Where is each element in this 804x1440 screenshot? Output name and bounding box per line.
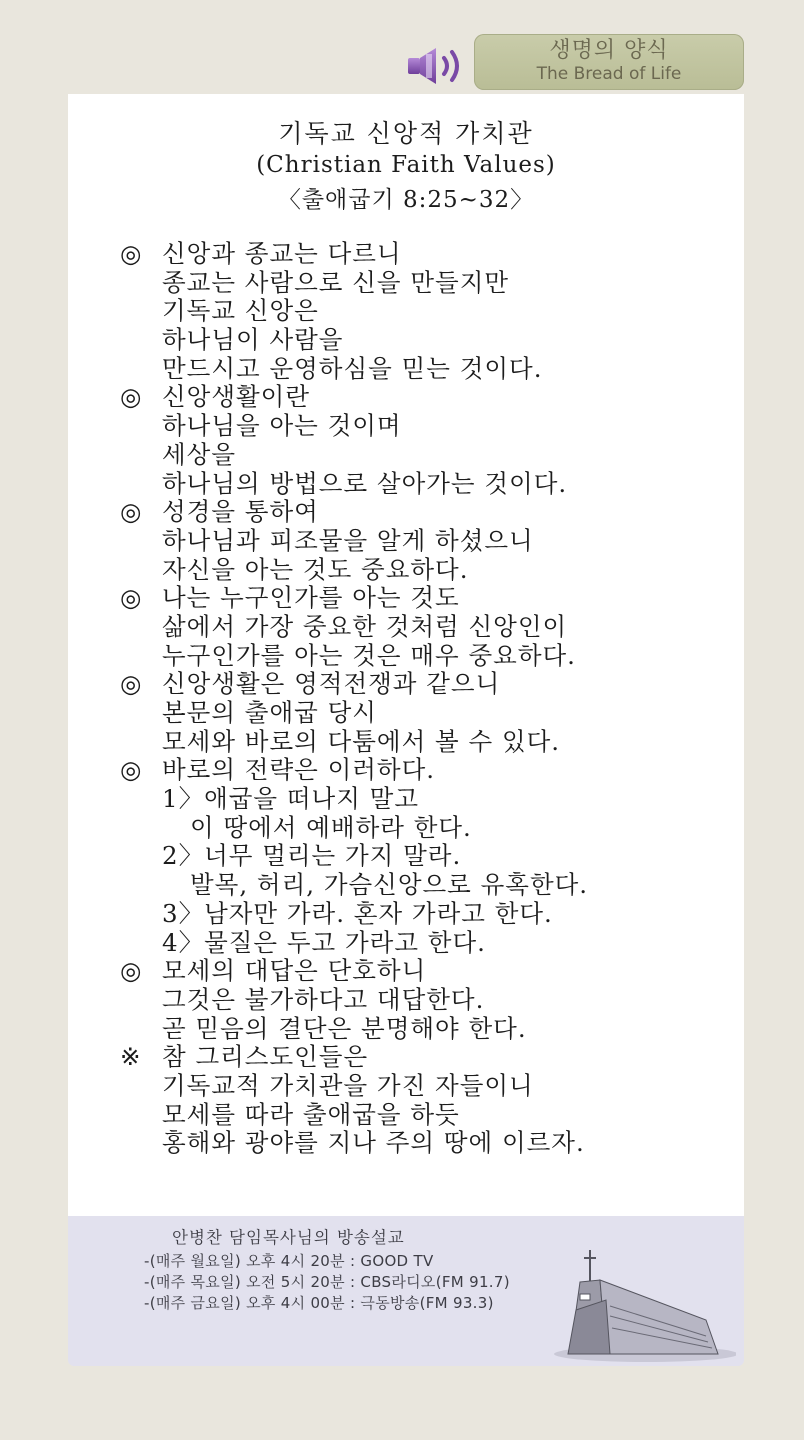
bullseye-bullet-icon: ◎ — [120, 239, 143, 268]
sermon-line — [120, 756, 734, 785]
bullseye-bullet-icon: ◎ — [120, 956, 143, 986]
sermon-line — [120, 1072, 734, 1101]
sermon-line-text: 모세를 따라 출애굽을 하듯 — [162, 1099, 460, 1129]
sermon-line — [120, 1129, 734, 1158]
sermon-line-text: 자신을 아는 것도 중요하다. — [162, 554, 469, 584]
sermon-line-text: 세상을 — [162, 439, 237, 469]
sermon-line-text: 바로의 전략은 이러하다. — [162, 755, 436, 785]
sermon-line — [120, 957, 734, 986]
sermon-line-text: 1〉애굽을 떠나지 말고 — [162, 784, 419, 814]
sermon-body — [120, 240, 734, 1158]
sermon-line — [120, 642, 734, 671]
sermon-line — [120, 556, 734, 585]
sermon-line — [120, 240, 734, 269]
bullseye-bullet-icon: ◎ — [120, 382, 143, 412]
sermon-subtitle: (Christian Faith Values) — [256, 152, 556, 178]
sermon-line — [120, 269, 734, 298]
sermon-line-text: 만드시고 운영하심을 믿는 것이다. — [162, 353, 543, 383]
sermon-line-text: 모세의 대답은 단호하니 — [162, 956, 427, 986]
sermon-line-text: 모세와 바로의 다툼에서 볼 수 있다. — [162, 726, 561, 756]
sermon-line — [120, 814, 734, 843]
sermon-card — [68, 94, 744, 1216]
sermon-line — [120, 584, 734, 613]
sermon-line-text: 기독교 신앙은 — [162, 296, 319, 326]
broadcast-line: -(매주 금요일) 오후 4시 00분 : 극동방송(FM 93.3) — [144, 1294, 494, 1312]
sermon-line-text: 나는 누구인가를 아는 것도 — [162, 583, 460, 613]
sermon-line-text: 하나님을 아는 것이며 — [162, 411, 402, 441]
sermon-line-text: 곧 믿음의 결단은 분명해야 한다. — [162, 1013, 527, 1043]
sermon-line — [120, 929, 734, 958]
sermon-line-text: 이 땅에서 예배하라 한다. — [190, 812, 472, 842]
bullseye-bullet-icon: ◎ — [120, 497, 143, 527]
sermon-line-text: 그것은 불가하다고 대답한다. — [162, 984, 485, 1014]
sermon-line-text: 신앙과 종교는 다르니 — [162, 239, 402, 268]
sermon-line — [120, 1043, 734, 1072]
sermon-line-text: 본문의 출애굽 당시 — [162, 698, 377, 727]
sermon-title: 기독교 신앙적 가치관 — [278, 119, 534, 148]
sermon-line — [120, 470, 734, 499]
brand-title-en: The Bread of Life — [536, 64, 682, 84]
sermon-line — [120, 728, 734, 757]
sermon-line — [120, 842, 734, 871]
scripture-reference: 〈출애굽기 8:25~32〉 — [277, 187, 535, 213]
sermon-line — [120, 297, 734, 326]
sermon-line — [120, 441, 734, 470]
sermon-line — [120, 785, 734, 814]
sermon-line — [120, 1101, 734, 1130]
bullseye-bullet-icon: ◎ — [120, 583, 143, 613]
bullseye-bullet-icon: ◎ — [120, 755, 143, 785]
broadcast-title: 안병찬 담임목사님의 방송설교 — [172, 1228, 405, 1247]
church-building-illustration — [546, 1236, 736, 1362]
sermon-line — [120, 355, 734, 384]
sermon-line — [120, 527, 734, 556]
sermon-line-text: 홍해와 광야를 지나 주의 땅에 이르자. — [162, 1128, 585, 1158]
sermon-line — [120, 498, 734, 527]
sermon-line-text: 성경을 통하여 — [162, 497, 319, 527]
sermon-line-text: 신앙생활은 영적전쟁과 같으니 — [162, 669, 501, 699]
sermon-line-text: 하나님과 피조물을 알게 하셨으니 — [162, 525, 534, 555]
sermon-line — [120, 699, 734, 728]
speaker-icon[interactable] — [404, 42, 468, 90]
broadcast-footer — [68, 1216, 744, 1366]
sermon-line — [120, 986, 734, 1015]
sermon-line-text: 삶에서 가장 중요한 것처럼 신앙인이 — [162, 611, 568, 641]
sermon-line — [120, 670, 734, 699]
sermon-line-text: 기독교적 가치관을 가진 자들이니 — [162, 1070, 534, 1100]
sermon-line — [120, 871, 734, 900]
broadcast-line: -(매주 월요일) 오후 4시 20분 : GOOD TV — [144, 1252, 434, 1270]
brand-title-ko: 생명의 양식 — [549, 38, 669, 63]
sermon-line-text: 하나님의 방법으로 살아가는 것이다. — [162, 468, 568, 498]
sermon-line — [120, 900, 734, 929]
sermon-line — [120, 412, 734, 441]
sermon-line-text: 발목, 허리, 가슴신앙으로 유혹한다. — [190, 870, 589, 900]
reference-mark-icon: ※ — [120, 1042, 142, 1072]
brand-badge — [474, 34, 744, 90]
sermon-line-text: 하나님이 사람을 — [162, 325, 344, 355]
sermon-line — [120, 613, 734, 642]
sermon-line-text: 참 그리스도인들은 — [162, 1042, 369, 1072]
sermon-line — [120, 1015, 734, 1044]
sermon-line — [120, 383, 734, 412]
sermon-line-text: 신앙생활이란 — [162, 382, 311, 412]
sermon-line-text: 3〉남자만 가라. 혼자 가라고 한다. — [162, 898, 553, 928]
bullseye-bullet-icon: ◎ — [120, 669, 143, 699]
sermon-line-text: 종교는 사람으로 신을 만들지만 — [162, 267, 510, 297]
sermon-line-text: 누구인가를 아는 것은 매우 중요하다. — [162, 640, 576, 670]
sermon-line-text: 2〉너무 멀리는 가지 말라. — [162, 841, 462, 871]
broadcast-line: -(매주 목요일) 오전 5시 20분 : CBS라디오(FM 91.7) — [144, 1273, 510, 1291]
sermon-line-text: 4〉물질은 두고 가라고 한다. — [162, 927, 486, 957]
sermon-line — [120, 326, 734, 355]
